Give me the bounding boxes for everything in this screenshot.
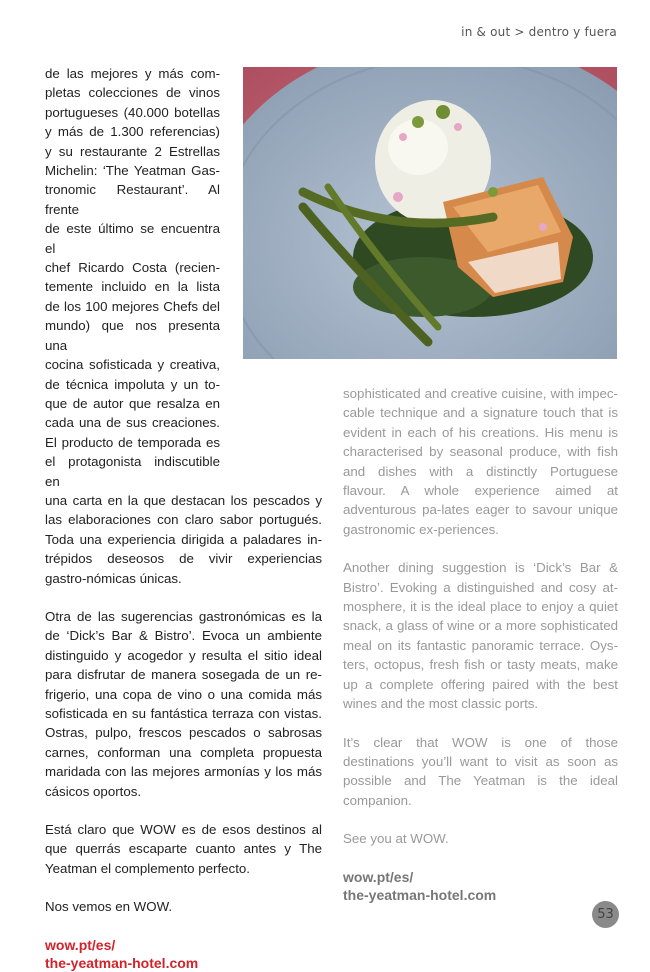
- wrapped-line: tronomic Restaurant’. Al frente: [45, 182, 220, 217]
- wrapped-line: temente incluido en la lista: [45, 279, 220, 295]
- wrapped-line: que de autor que resalza en: [45, 395, 220, 411]
- wrapped-line: chef Ricardo Costa (recien-: [45, 260, 220, 276]
- link-yeatman-en[interactable]: the-yeatman-hotel.com: [343, 886, 497, 903]
- wrapped-line: cocina sofisticada y creativa,: [45, 357, 220, 373]
- section-header: in & out > dentro y fuera: [461, 25, 617, 39]
- wrapped-line: pletas colecciones de vinos: [45, 85, 220, 101]
- wrapped-line: y más de 1.300 referencias): [45, 124, 220, 140]
- wrapped-line: de técnica impoluta y un to-: [45, 376, 220, 392]
- paragraph-conclusion-en: It’s clear that WOW is one of those destinations you’ll want to visit as soon as possible and The Yeatman is the ideal companion.: [343, 734, 618, 808]
- link-yeatman[interactable]: the-yeatman-hotel.com: [45, 954, 199, 971]
- wrapped-line: El producto de temporada es: [45, 434, 220, 450]
- link-wow-en[interactable]: wow.pt/es/: [343, 868, 414, 885]
- paragraph-farewell-en: See you at WOW.: [343, 831, 449, 847]
- spanish-column: [45, 64, 322, 972]
- wrapped-line: de los 100 mejores Chefs del: [45, 298, 220, 314]
- wrapped-line: Michelin: ‘The Yeatman Gas-: [45, 163, 220, 179]
- wrapped-line: el protagonista indiscutible en: [45, 454, 220, 489]
- link-wow[interactable]: wow.pt/es/: [45, 936, 116, 953]
- paragraph-conclusion: Está claro que WOW es de esos destinos al que querrás escaparte cuanto antes y The Yeatman el complemento perfecto.: [45, 822, 322, 876]
- page-number: 53: [592, 901, 619, 928]
- paragraph-cuisine: sophisticated and creative cuisine, with impec-cable technique and a signature touch that is evident in each of his creations. His menu is characterised by seasonal produce, with fish and dishes with a distinctly Portuguese flavour. A whole experience aimed at adventurous pa-lates eager to savour unique gastronomic ex-periences.: [343, 386, 618, 537]
- wrapped-line: de este último se encuentra el: [45, 221, 220, 256]
- paragraph-dicks-bar-en: Another dining suggestion is ‘Dick’s Bar & Bistro’. Evoking a distinguished and cosy at-mosphere, it is the ideal place to enjoy a quiet snack, a glass of wine or a more sophisticated meal on its fantastic panoramic terrace. Oys-ters, octopus, fresh fish or tasty meats, make up a complete offering paired with the best wines and the most classic ports.: [343, 560, 618, 712]
- wrapped-line: mundo) que nos presenta una: [45, 318, 220, 353]
- wrapped-line: portugueses (40.000 botellas: [45, 104, 220, 120]
- wrapped-line: de las mejores y más com-: [45, 66, 220, 81]
- english-column: [343, 384, 618, 904]
- paragraph-dicks-bar: Otra de las sugerencias gastronómicas es la de ‘Dick’s Bar & Bistro’. Evoca un ambiente distinguido y acogedor y resulta el sitio ideal para disfrutar de manera sosegada de un re-frigerio, una copa de vino o una comida más sofisticada en su fantástica terraza con vistas. Ostras, pulpo, frescos pescados o sabrosas carnes, conforman una completa propuesta maridada con las mejores armonías y los más cásicos oportos.: [45, 608, 322, 799]
- text-wrapped-beside-photo: [45, 64, 220, 491]
- wrapped-line: y su restaurante 2 Estrellas: [45, 143, 220, 159]
- wrapped-line: cada una de sus creaciones.: [45, 415, 220, 431]
- paragraph-continuation: una carta en la que destacan los pescados y las elaboraciones con claro sabor portugués. Toda una experiencia dirigida a paladares in-trépidos deseosos de vivir experiencias gastro-nómicas únicas.: [45, 492, 322, 586]
- paragraph-farewell: Nos vemos en WOW.: [45, 899, 173, 915]
